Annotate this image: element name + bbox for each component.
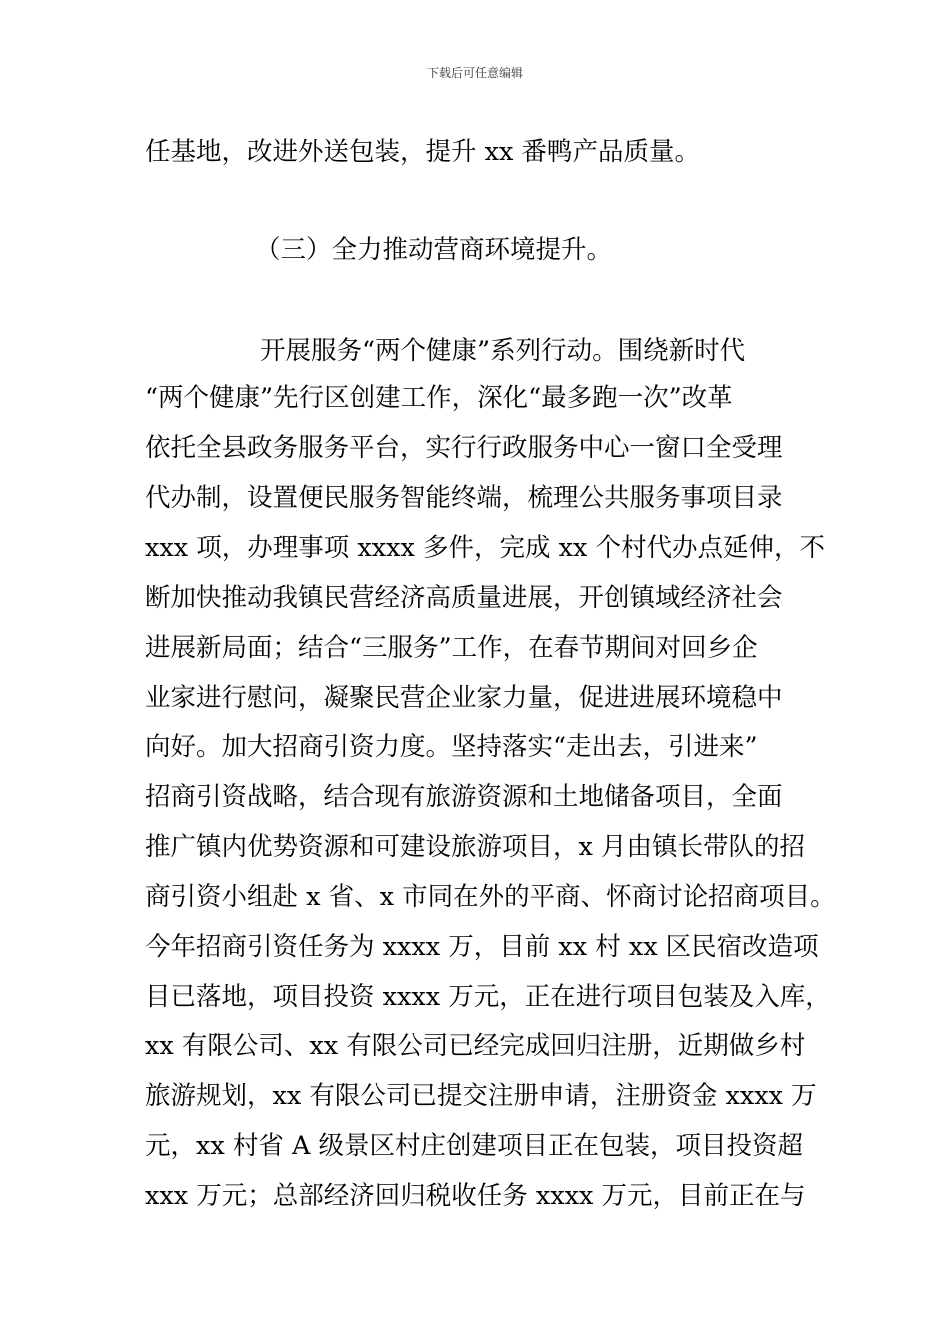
paragraph-line: 依托全县政务服务平台，实行行政服务中心一窗口全受理: [145, 433, 783, 463]
paragraph-line: 元，xx 村省 A 级景区村庄创建项目正在包装，项目投资超: [145, 1131, 803, 1161]
paragraph-line: 目已落地，项目投资 xxxx 万元，正在进行项目包装及入库，: [145, 982, 831, 1012]
paragraph-line: 推广镇内优势资源和可建设旅游项目，x 月由镇长带队的招: [145, 832, 805, 862]
paragraph-line: 商引资小组赴 x 省、x 市同在外的平商、怀商讨论招商项目。: [145, 882, 836, 912]
paragraph-line: xx 有限公司、xx 有限公司已经完成回归注册，近期做乡村: [145, 1031, 806, 1061]
paragraph-line: 招商引资战略，结合现有旅游资源和土地储备项目，全面: [145, 782, 783, 812]
paragraph-line: “两个健康”先行区创建工作，深化“最多跑一次”改革: [145, 383, 733, 413]
paragraph-line: 业家进行慰问，凝聚民营企业家力量，促进进展环境稳中: [145, 683, 783, 713]
paragraph-line: 开展服务“两个健康”系列行动。围绕新时代: [260, 336, 746, 366]
paragraph-line: 旅游规划，xx 有限公司已提交注册申请，注册资金 xxxx 万: [145, 1081, 817, 1111]
paragraph-line: 进展新局面；结合“三服务”工作，在春节期间对回乡企: [145, 633, 758, 663]
paragraph-line: 今年招商引资任务为 xxxx 万，目前 xx 村 xx 区民宿改造项: [145, 932, 819, 962]
paragraph-line: 断加快推动我镇民营经济高质量进展，开创镇域经济社会: [145, 583, 783, 613]
paragraph-line: 向好。加大招商引资力度。坚持落实“走出去，引进来”: [145, 732, 758, 762]
section-heading: （三）全力推动营商环境提升。: [255, 235, 613, 265]
page-header-note: 下载后可任意编辑: [426, 66, 523, 80]
paragraph-line: 代办制，设置便民服务智能终端，梳理公共服务事项目录: [145, 483, 783, 513]
text-line: 任基地，改进外送包装，提升 xx 番鸭产品质量。: [145, 137, 700, 167]
paragraph-line: xxx 万元；总部经济回归税收任务 xxxx 万元，目前正在与: [145, 1181, 806, 1211]
paragraph-line: xxx 项，办理事项 xxxx 多件，完成 xx 个村代办点延伸，不: [145, 533, 825, 563]
